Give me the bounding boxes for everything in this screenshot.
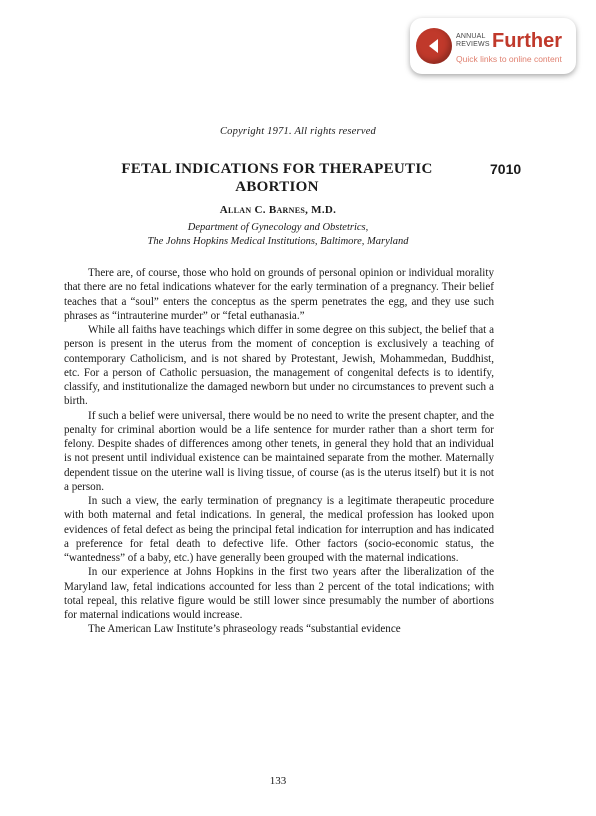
article-code: 7010 [490, 161, 522, 177]
copyright-notice: Copyright 1971. All rights reserved [219, 126, 377, 137]
publisher-line2: REVIEWS [456, 41, 490, 48]
title-line-1: FETAL INDICATIONS FOR THERAPEUTIC [121, 161, 433, 177]
page-number: 133 [269, 775, 287, 787]
author-name: Allan C. Barnes, M.D. [219, 204, 337, 216]
paragraph: The American Law Institute’s phraseology reads “substantial evidence [88, 623, 401, 636]
badge-tagline: Quick links to online content [456, 54, 562, 64]
article-body [64, 266, 494, 637]
paragraph: In such a view, the early termination of pregnancy is a legitimate therapeutic procedure with both maternal and fetal indications. In general, the medical profession has looked upon evidences of fetal defect as being the principal fetal indication for interruption and has indicated a preference for fetal death to defective life. Other factors (socio-economic status, the “wantedness” of a baby, etc.) have generally been grouped with the maternal indications. [64, 495, 494, 564]
further-badge[interactable] [410, 18, 576, 74]
back-arrow-icon [416, 28, 452, 64]
paragraph: If such a belief were universal, there would be no need to write the present chapter, and the penalty for criminal abortion would be a life sentence for murder rather than a short term for felony. Despite shades of differences among other tenets, in general they hold that an individual is not present until individual existence can be maintained separate from the mother. Maternally dependent tissue on the uterine wall is living tissue, of course (as is the uterus itself) but it is not a person. [64, 409, 494, 493]
paragraph: While all faiths have teachings which differ in some degree on this subject, the belief that a person is present in the uterus from the moment of conception is exclusively a teaching of contemporary Catholicism, and is not shared by Protestant, Jewish, Mohammedan, Buddhist, etc. For a person of Catholic persuasion, the management of congenital defects is to identify, classify, and institutionalize the damaged newborn but under no circumstances to prevent such a birth. [64, 324, 494, 408]
article-title [80, 160, 474, 196]
paragraph: There are, of course, those who hold on grounds of personal opinion or individual morality that there are no fetal indications whatever for the early termination of a pregnancy. Their belief teaches that a “soul” enters the conceptus as the sperm penetrates the egg, and they use such phrases as “intrauterine murder” or “fetal euthanasia.” [64, 267, 494, 322]
further-label: Further [492, 30, 562, 52]
publisher-line1: ANNUAL [456, 33, 486, 40]
title-line-2: ABORTION [235, 179, 319, 195]
affiliation-institution: The Johns Hopkins Medical Institutions, Baltimore, Maryland [147, 236, 409, 247]
publisher-logo [456, 33, 490, 49]
affiliation-department: Department of Gynecology and Obstetrics, [187, 222, 369, 233]
paragraph: In our experience at Johns Hopkins in the first two years after the liberalization of the Maryland law, fetal indications accounted for less than 2 percent of the total indications; with total repeal, this relative figure would be still lower since presumably the number of abortions for maternal indications would increase. [64, 566, 494, 621]
